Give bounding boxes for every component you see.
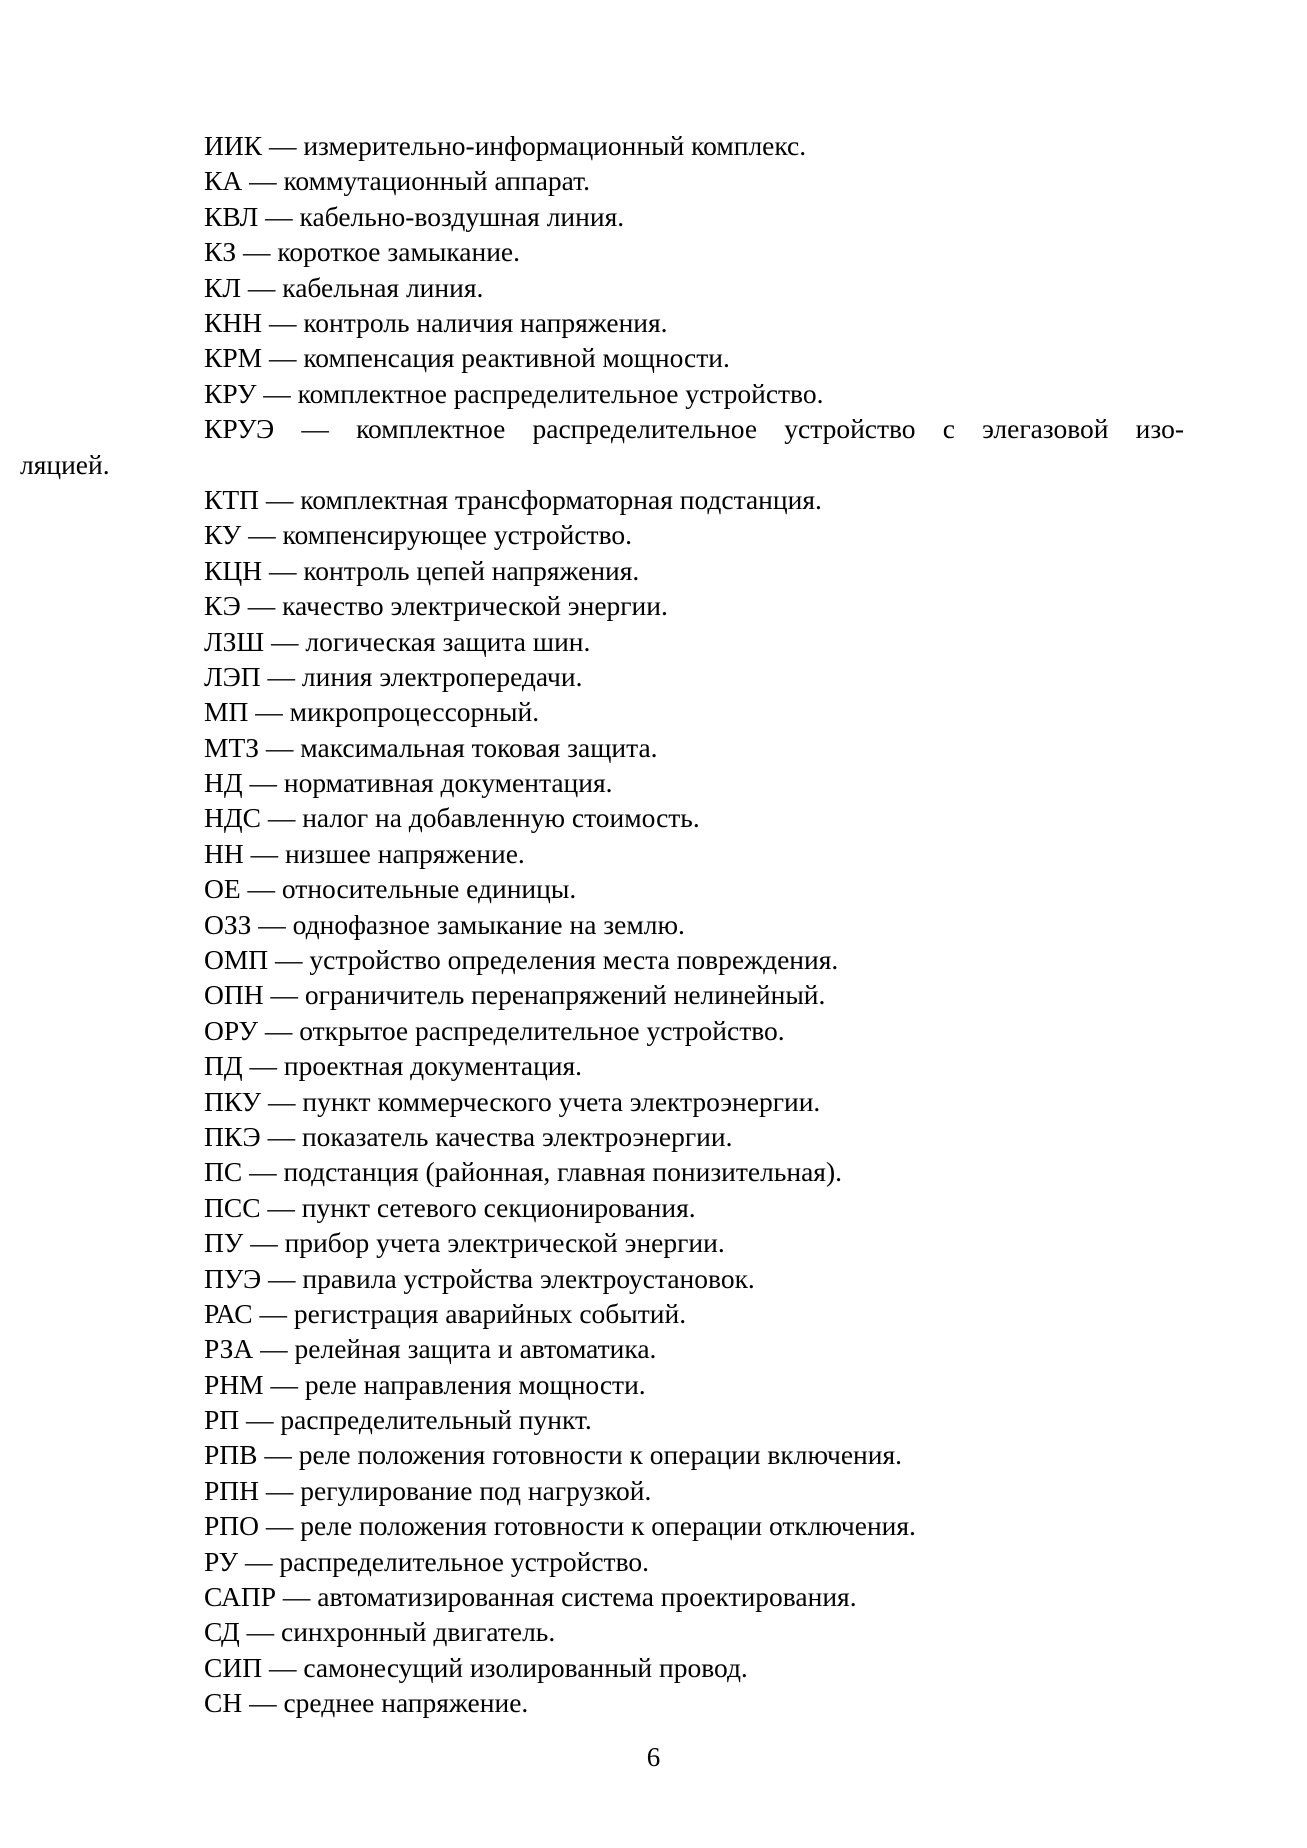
abbreviation-definition: измерительно-информационный комплекс. [303,130,807,161]
page-number: 6 [646,1742,661,1772]
abbreviation-definition: микропроцессорный. [289,696,540,728]
abbreviation-definition: распределительный пункт. [280,1404,592,1436]
abbreviation-code: МТЗ [204,731,260,763]
abbreviation-entry [204,553,1188,588]
abbreviation-entry-line [204,411,1184,446]
abbreviation-entry [204,163,1188,198]
abbreviation-code: НД [204,767,243,799]
abbreviation-entry [204,128,1188,163]
abbreviation-definition: правила устройства электроустановок. [302,1262,755,1294]
abbreviation-entry [204,1331,1188,1366]
abbreviation-entry [204,1154,1188,1189]
separator-dash: — [246,1616,275,1648]
abbreviation-entry [204,482,1188,517]
abbreviation-definition: автоматизированная система проектирования. [317,1581,857,1613]
abbreviation-entry [204,340,1188,375]
separator-dash: — [282,1581,311,1613]
abbreviation-entry [204,1190,1188,1225]
abbreviation-entry [204,730,1188,765]
abbreviation-code: РУ [204,1545,239,1577]
abbreviation-entry [204,800,1188,835]
abbreviation-code: РАС [204,1297,253,1329]
separator-dash: — [268,130,297,161]
abbreviation-code: КЭ [204,590,241,622]
abbreviation-entry [204,836,1188,871]
abbreviation-entry [204,376,1188,411]
separator-dash: — [265,483,294,515]
abbreviation-code: ПКЭ [204,1120,261,1152]
abbreviation-entry [204,659,1188,694]
separator-dash: — [249,1687,277,1719]
abbreviation-definition: релейная защита и автоматика. [294,1333,657,1365]
abbreviation-code: КА [204,165,243,197]
separator-dash: — [265,200,293,232]
abbreviation-definition: комплектное распределительное устройство. [297,377,824,409]
abbreviation-code: ОЗЗ [204,908,252,940]
separator-dash: — [247,873,276,905]
abbreviation-entry [204,1013,1188,1048]
abbreviation-entry [204,1367,1188,1402]
abbreviation-definition: пункт коммерческого учета электроэнергии. [302,1085,821,1117]
abbreviation-code: КВЛ [204,200,259,232]
abbreviation-code: НДС [204,802,261,834]
separator-dash: — [249,767,277,799]
abbreviation-definition: ограничитель перенапряжений нелинейный. [304,979,826,1011]
separator-dash: — [275,944,303,976]
abbreviation-code: КРМ [204,342,263,374]
abbreviation-definition: пункт сетевого секционирования. [301,1191,696,1223]
abbreviation-definition: комплектная трансформаторная подстанция. [300,483,822,515]
abbreviation-entry [204,907,1188,942]
abbreviation-code: РПН [204,1474,260,1506]
abbreviation-definition: линия электропередачи. [301,660,583,692]
abbreviation-definition: реле положения готовности к операции включения. [298,1439,902,1471]
abbreviation-entry [204,942,1188,977]
separator-dash: — [264,1014,293,1046]
abbreviation-code: РЗА [204,1333,254,1365]
abbreviation-code: ИИК [204,130,263,161]
abbreviation-entry [204,1261,1188,1296]
abbreviation-code: СИП [204,1651,263,1683]
abbreviation-definition: проектная документация. [283,1050,583,1082]
abbreviation-entry [204,1437,1188,1472]
abbreviation-code: ПД [204,1050,243,1082]
separator-dash: — [267,1191,295,1223]
abbreviation-entry [204,1579,1188,1614]
abbreviation-definition: реле направления мощности. [304,1368,646,1400]
abbreviation-code: СН [204,1687,243,1719]
abbreviation-code: РНМ [204,1368,264,1400]
abbreviation-code: ЛЗШ [204,625,265,657]
abbreviation-code: КУ [204,519,242,551]
abbreviation-definition: нормативная документация. [283,767,613,799]
abbreviation-definition: компенсация реактивной мощности. [303,342,730,374]
abbreviation-entry [204,1544,1188,1579]
abbreviation-code: РПВ [204,1439,258,1471]
abbreviation-entry [204,270,1188,305]
abbreviation-entry [204,1084,1188,1119]
abbreviation-entry [204,1048,1188,1083]
separator-dash: — [260,1333,288,1365]
abbreviation-definition: регистрация аварийных событий. [293,1297,687,1329]
abbreviation-entry [204,1614,1188,1649]
abbreviation-definition: контроль наличия напряжения. [303,306,668,338]
abbreviation-code: ПСС [204,1191,261,1223]
separator-dash: — [271,625,299,657]
abbreviation-definition: прибор учета электрической энергии. [284,1227,725,1259]
abbreviation-code: МП [204,696,249,728]
abbreviation-code: КНН [204,306,263,338]
separator-dash: — [249,1050,277,1082]
abbreviation-definition: открытое распределительное устройство. [299,1014,785,1046]
abbreviation-code: ОПН [204,979,264,1011]
separator-dash: — [301,413,329,445]
abbreviation-code: РПО [204,1510,260,1542]
separator-dash: — [248,519,276,551]
abbreviation-entry [204,977,1188,1012]
separator-dash: — [270,1368,298,1400]
abbreviation-code: ОРУ [204,1014,258,1046]
abbreviation-definition: реле положения готовности к операции отключения. [300,1510,916,1542]
separator-dash: — [267,1120,296,1152]
abbreviation-entry [204,199,1188,234]
abbreviation-definition: распределительное устройство. [279,1545,649,1577]
abbreviation-definition: относительные единицы. [281,873,577,905]
abbreviation-code: ОМП [204,944,269,976]
abbreviation-code: ОЕ [204,873,241,905]
separator-dash: — [267,660,296,692]
separator-dash: — [268,1651,297,1683]
abbreviation-code: КЦН [204,554,263,586]
separator-dash: — [267,802,296,834]
abbreviation-definition: налог на добавленную стоимость. [302,802,700,834]
abbreviation-entry [204,694,1188,729]
separator-dash: — [250,837,279,869]
abbreviation-definition: короткое замыкание. [277,236,520,268]
abbreviation-entry [204,1508,1188,1543]
abbreviation-entry [204,1119,1188,1154]
abbreviation-code: ПУ [204,1227,244,1259]
separator-dash: — [259,1297,287,1329]
abbreviation-entry [20,411,1188,482]
abbreviation-definition: среднее напряжение. [283,1687,529,1719]
abbreviation-code: СД [204,1616,240,1648]
separator-dash: — [247,271,276,303]
abbreviation-code: КЗ [204,236,237,268]
abbreviation-entry [204,1473,1188,1508]
separator-dash: — [264,1439,292,1471]
abbreviation-code: ПУЭ [204,1262,262,1294]
abbreviation-code: КРУ [204,377,257,409]
abbreviation-definition: синхронный двигатель. [280,1616,556,1648]
separator-dash: — [265,1474,294,1506]
abbreviation-definition: низшее напряжение. [284,837,525,869]
abbreviation-entry [204,1225,1188,1260]
abbreviation-definition: регулирование под нагрузкой. [300,1474,652,1506]
separator-dash: — [258,908,286,940]
separator-dash: — [249,165,277,197]
abbreviation-code: КЛ [204,271,241,303]
abbreviation-code: ЛЭП [204,660,261,692]
abbreviation-entry [204,765,1188,800]
abbreviation-code: ПС [204,1156,243,1188]
abbreviation-entry [204,305,1188,340]
abbreviation-entry [204,871,1188,906]
separator-dash: — [268,342,297,374]
separator-dash: — [265,731,294,763]
abbreviation-entry [204,1402,1188,1437]
abbreviation-code: ПКУ [204,1085,262,1117]
abbreviation-entry [204,1296,1188,1331]
abbreviation-entry [204,624,1188,659]
abbreviation-definition: кабельно-воздушная линия. [299,200,625,232]
separator-dash: — [268,1262,296,1294]
separator-dash: — [247,590,276,622]
separator-dash: — [244,1545,273,1577]
separator-dash: — [243,236,271,268]
separator-dash: — [263,377,291,409]
abbreviation-code: КРУЭ [204,413,275,445]
abbreviation-definition: кабельная линия. [282,271,484,303]
separator-dash: — [268,1085,296,1117]
separator-dash: — [265,1510,294,1542]
abbreviation-entry [204,1685,1188,1720]
separator-dash: — [246,1404,274,1436]
abbreviation-code: САПР [204,1581,276,1613]
abbreviation-definition: показатель качества электроэнергии. [301,1120,733,1152]
abbreviation-list [20,128,1188,1721]
abbreviation-entry [204,517,1188,552]
abbreviation-definition: контроль цепей напряжения. [303,554,640,586]
abbreviation-entry [204,588,1188,623]
abbreviation-definition: компенсирующее устройство. [282,519,632,551]
abbreviation-entry [204,1650,1188,1685]
separator-dash: — [268,306,297,338]
abbreviation-definition: самонесущий изолированный провод. [303,1651,748,1683]
abbreviation-definition: устройство определения места повреждения. [309,944,839,976]
abbreviation-definition: логическая защита шин. [305,625,591,657]
separator-dash: — [250,1227,278,1259]
separator-dash: — [270,979,298,1011]
abbreviation-definition: максимальная токовая защита. [300,731,658,763]
abbreviation-code: КТП [204,483,259,515]
abbreviation-definition-continued: ляцией. [20,448,110,480]
separator-dash: — [249,1156,277,1188]
abbreviation-code: РП [204,1404,240,1436]
abbreviation-definition: коммутационный аппарат. [283,165,590,197]
separator-dash: — [268,554,297,586]
abbreviation-code: НН [204,837,244,869]
abbreviation-entry [204,234,1188,269]
abbreviation-definition: подстанция (районная, главная понизительная). [283,1156,842,1188]
abbreviation-definition: однофазное замыкание на землю. [292,908,685,940]
abbreviation-definition: комплектное распределительное устройство с элегазовой изо- [356,413,1185,445]
abbreviation-definition: качество электрической энергии. [282,590,668,622]
separator-dash: — [255,696,283,728]
